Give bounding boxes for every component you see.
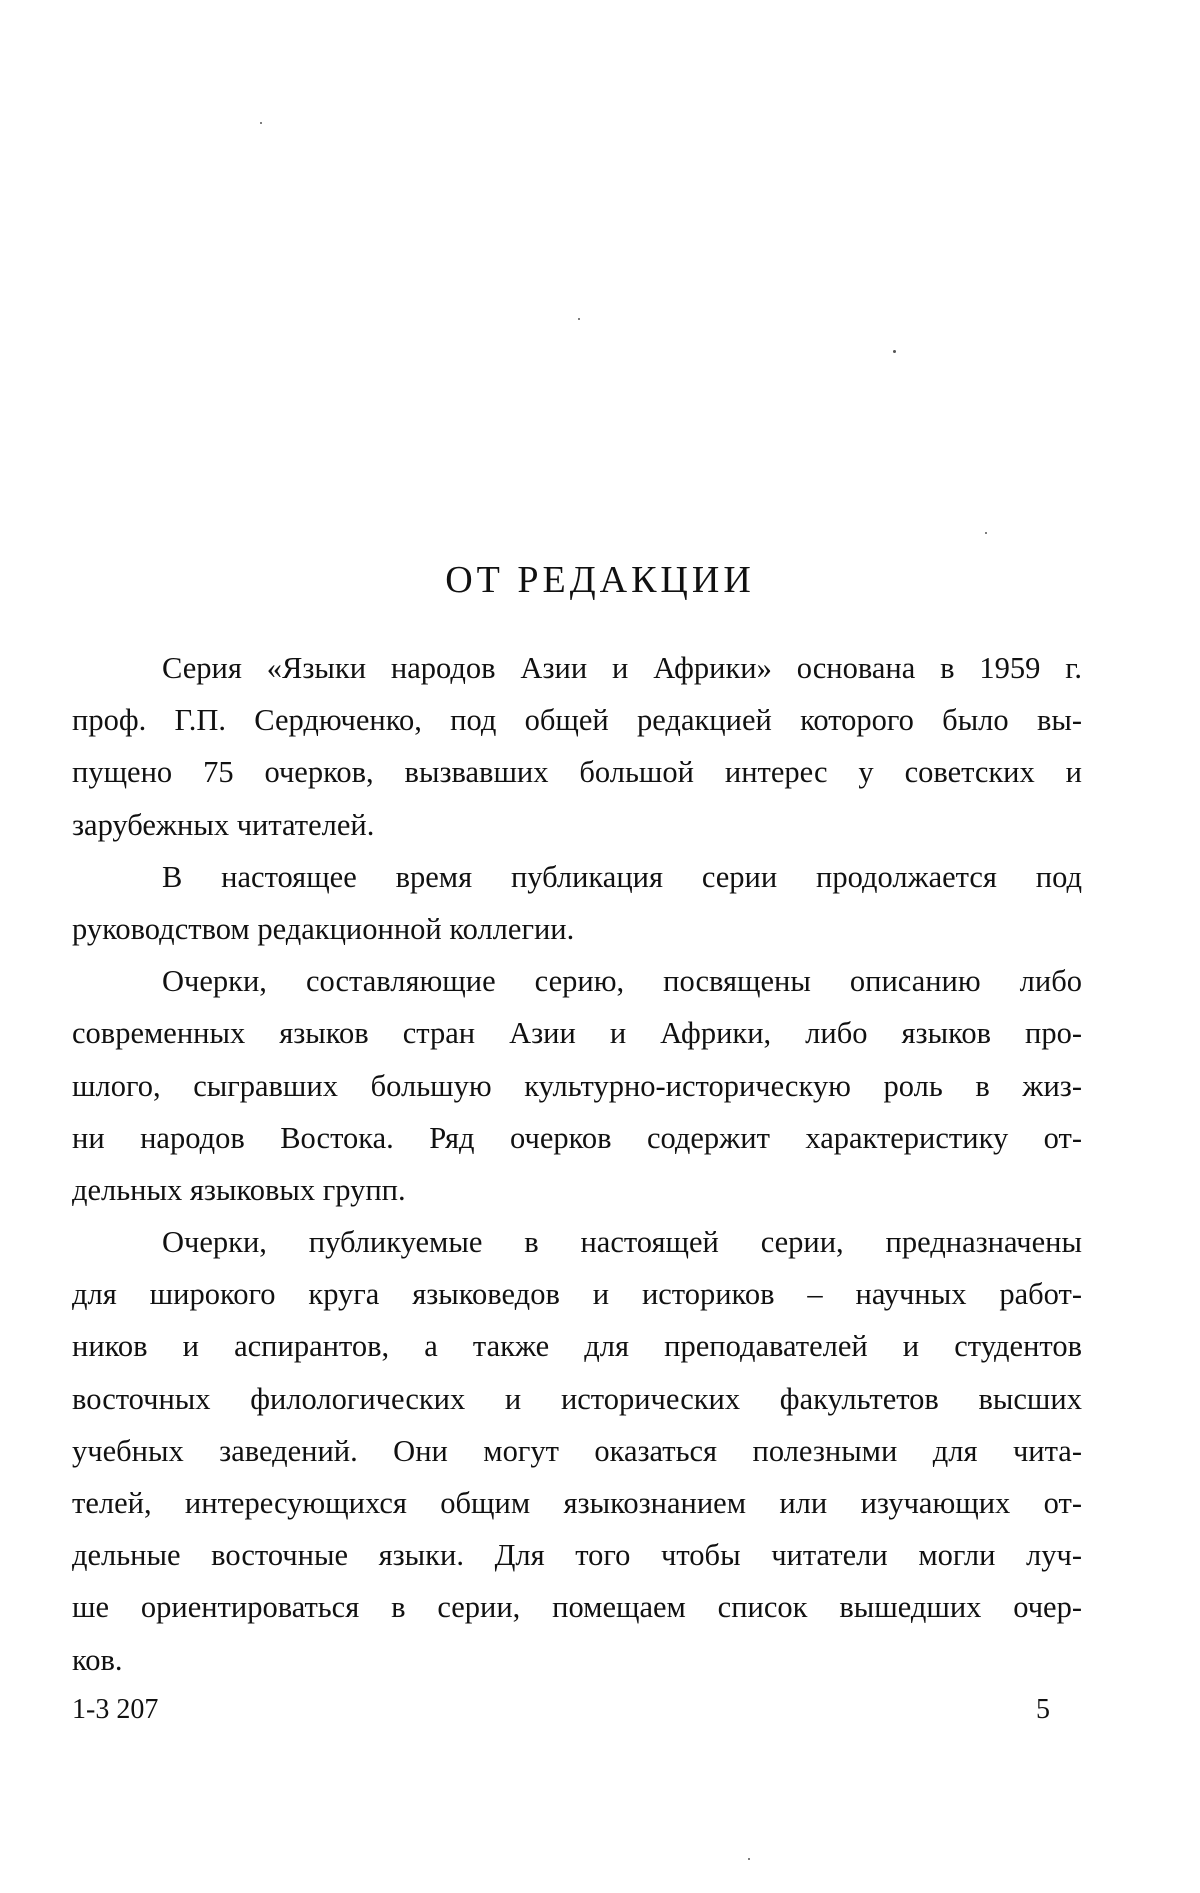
text-line: Очерки, публикуемые в настоящей серии, предназначены	[162, 1225, 1082, 1260]
text-line: пущено 75 очерков, вызвавших большой интерес у советских и	[72, 755, 1082, 790]
text-line: дельные восточные языки. Для того чтобы читатели могли луч-	[72, 1538, 1082, 1573]
scan-speck	[260, 122, 262, 124]
text-line: Серия «Языки народов Азии и Африки» основана в 1959 г.	[162, 651, 1082, 685]
text-line: учебных заведений. Они могут оказаться полезными для чита-	[72, 1433, 1082, 1468]
scan-speck	[893, 350, 896, 353]
body-text	[72, 642, 1082, 1686]
scan-speck	[748, 1858, 750, 1860]
text-line: зарубежных читателей.	[72, 807, 375, 842]
printer-signature-mark: 1-3 207	[72, 1694, 159, 1725]
scan-speck	[578, 318, 580, 320]
text-line: телей, интересующихся общим языкознанием или изучающих от-	[72, 1486, 1082, 1520]
text-line: современных языков стран Азии и Африки, либо языков про-	[72, 1016, 1082, 1051]
page-number: 5	[1036, 1694, 1050, 1725]
text-line: ше ориентироваться в серии, помещаем список вышедших очер-	[72, 1590, 1082, 1625]
text-line: дельных языковых групп.	[72, 1172, 406, 1207]
text-line: ников и аспирантов, а также для преподавателей и студентов	[72, 1329, 1082, 1364]
page-heading: ОТ РЕДАКЦИИ	[445, 559, 755, 601]
text-line: руководством редакционной коллегии.	[72, 911, 575, 946]
text-line: проф. Г.П. Сердюченко, под общей редакцией которого было вы-	[72, 703, 1082, 738]
text-line: для широкого круга языковедов и историков – научных работ-	[72, 1277, 1082, 1312]
scan-speck	[985, 532, 987, 534]
text-line: ков.	[72, 1642, 123, 1677]
text-line: Очерки, составляющие серию, посвящены описанию либо	[162, 964, 1082, 999]
text-line: восточных филологических и исторических факультетов высших	[72, 1381, 1082, 1416]
text-line: В настоящее время публикация серии продолжается под	[162, 859, 1082, 894]
text-line: ни народов Востока. Ряд очерков содержит характеристику от-	[72, 1120, 1082, 1155]
text-line: шлого, сыгравших большую культурно-историческую роль в жиз-	[72, 1068, 1082, 1103]
